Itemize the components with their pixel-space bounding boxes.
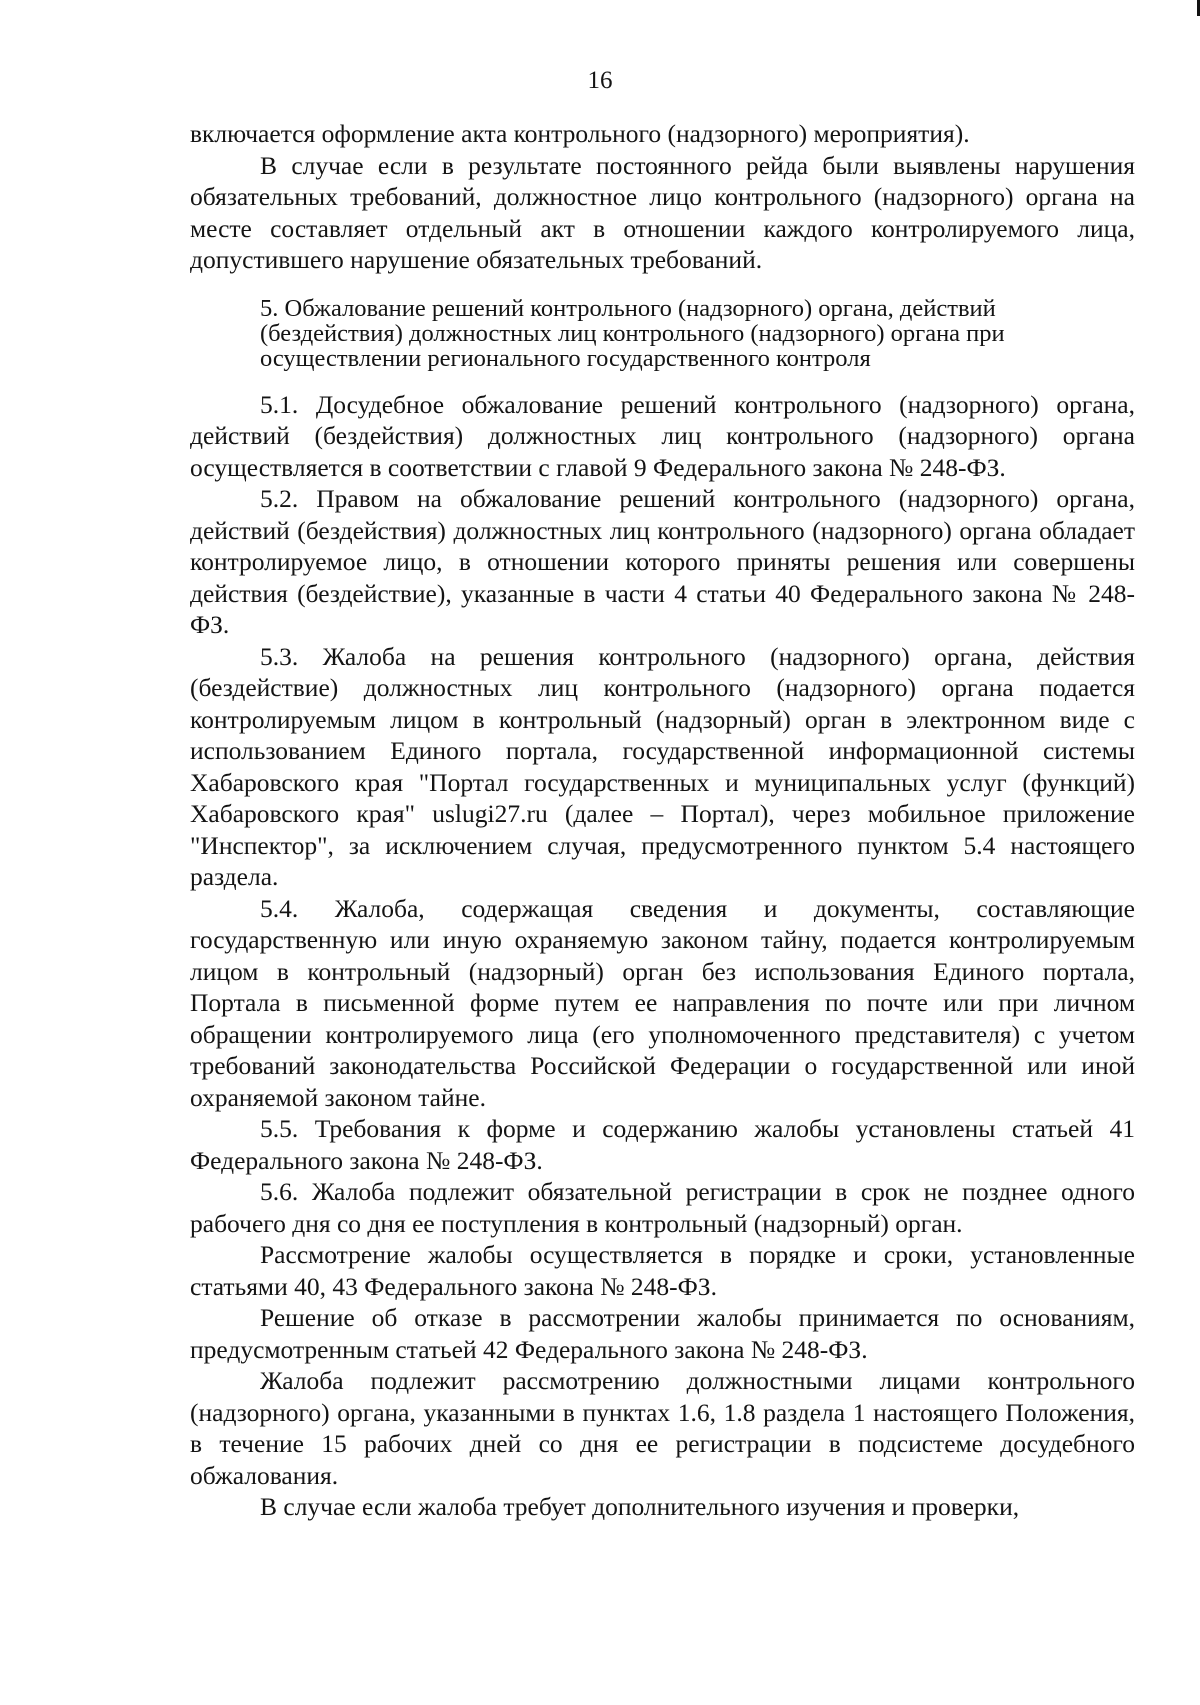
clause-5-6: 5.6. Жалоба подлежит обязательной регистрации в срок не позднее одного рабочего дня со дня ее поступления в контрольный (надзорный) орган. <box>190 1177 1135 1238</box>
paragraph-continuation: включается оформление акта контрольного (надзорного) мероприятия). <box>190 119 970 148</box>
section-heading: 5. Обжалование решений контрольного (надзорного) органа, действий (бездействия) должностных лиц контрольного (надзорного) органа при осуществлении регионального государственного контроля <box>260 294 1005 372</box>
clause-5-4: 5.4. Жалоба, содержащая сведения и документы, составляющие государственную или иную охраняемую законом тайну, подается контролируемым лицом в контрольный (надзорный) орган без использования Единого портала, Портала в письменной форме путем ее направления по почте или при личном обращении контролируемого лица (его уполномоченного представителя) с учетом требований законодательства Российской Федерации о государственной или иной охраняемой законом тайне. <box>190 893 1135 1112</box>
paragraph-refusal-grounds: Решение об отказе в рассмотрении жалобы принимается по основаниям, предусмотренным статьей 42 Федерального закона № 248-ФЗ. <box>190 1303 1135 1364</box>
clause-5-2: 5.2. Правом на обжалование решений контрольного (надзорного) органа, действий (бездействия) должностных лиц контрольного (надзорного) органа обладает контролируемое лицо, в отношении которого приняты решения или совершены действия (бездействие), указанные в части 4 статьи 40 Федерального закона № 248-ФЗ. <box>190 484 1135 639</box>
paragraph-additional-review: В случае если жалоба требует дополнительного изучения и проверки, <box>260 1492 1020 1521</box>
clause-5-1: 5.1. Досудебное обжалование решений контрольного (надзорного) органа, действий (бездействия) должностных лиц контрольного (надзорного) органа осуществляется в соответствии с главой 9 Федерального закона № 248-ФЗ. <box>190 389 1135 482</box>
clause-5-5: 5.5. Требования к форме и содержанию жалобы установлены статьей 41 Федерального закона № 248-ФЗ. <box>190 1114 1135 1175</box>
paragraph-raid-violations: В случае если в результате постоянного рейда были выявлены нарушения обязательных требований, должностное лицо контрольного (надзорного) органа на месте составляет отдельный акт в отношении каждого контролируемого лица, допустившего нарушение обязательных требований. <box>190 150 1135 274</box>
document-body <box>190 118 1135 1523</box>
paragraph-review-officials: Жалоба подлежит рассмотрению должностными лицами контрольного (надзорного) органа, указанными в пунктах 1.6, 1.8 раздела 1 настоящего Положения, в течение 15 рабочих дней со дня ее регистрации в подсистеме досудебного обжалования. <box>190 1366 1135 1490</box>
page-number: 16 <box>587 67 613 94</box>
paragraph-review-procedure: Рассмотрение жалобы осуществляется в порядке и сроки, установленные статьями 40, 43 Федерального закона № 248-ФЗ. <box>190 1240 1135 1301</box>
clause-5-3: 5.3. Жалоба на решения контрольного (надзорного) органа, действия (бездействие) должностных лиц контрольного (надзорного) органа подается контролируемым лицом в контрольный (надзорный) орган в электронном виде с использованием Единого портала, государственной информационной системы Хабаровского края "Портал государственных и муниципальных услуг (функций) Хабаровского края" uslugi27.ru (далее – Портал), через мобильное приложение "Инспектор", за исключением случая, предусмотренного пунктом 5.4 настоящего раздела. <box>190 641 1135 891</box>
